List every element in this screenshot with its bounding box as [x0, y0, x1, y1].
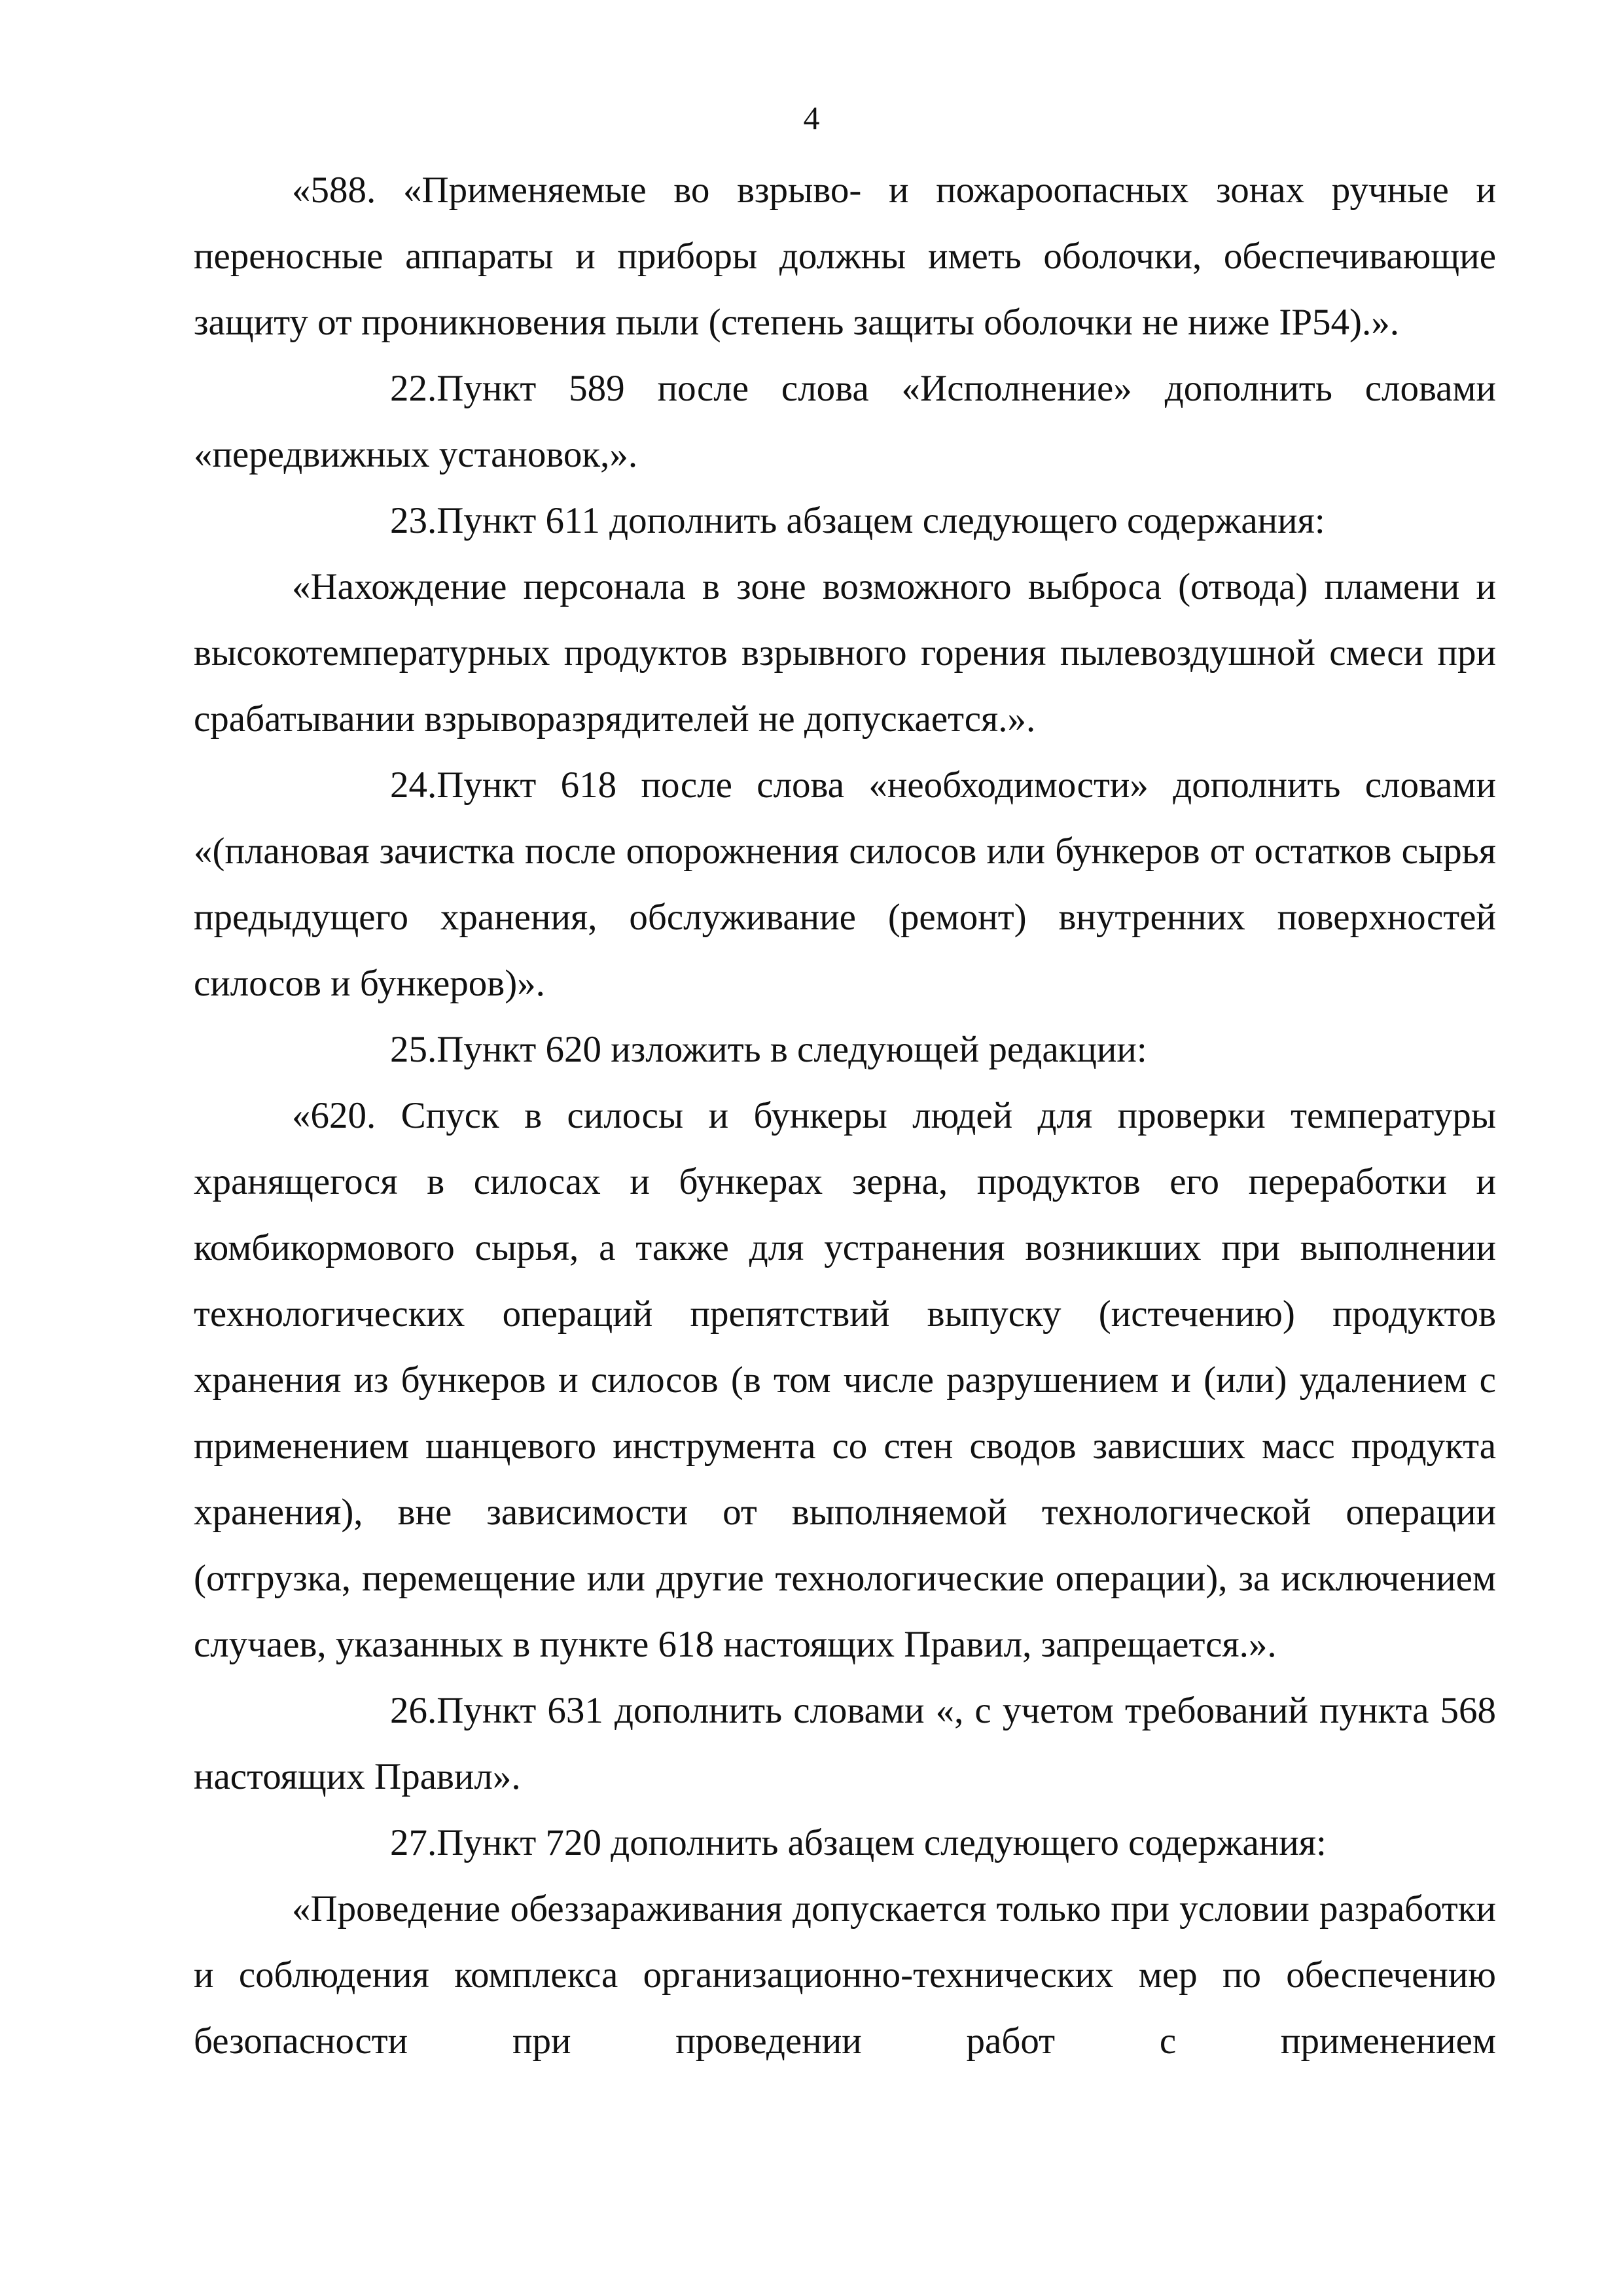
paragraph-text: Пункт 618 после слова «необходимости» дополнить словами «(плановая зачистка после опорожнения силосов или бункеров от остатков сырья предыдущего хранения, обслуживание (ремонт) внутренних поверхностей силосов и бункеров)».: [194, 764, 1496, 1004]
item-23: [194, 488, 1496, 554]
item-number: 27.: [390, 1822, 437, 1863]
item-number: 22.: [390, 368, 437, 409]
paragraph-text: Пункт 611 дополнить абзацем следующего содержания:: [437, 500, 1325, 541]
paragraph-588-quote: [194, 157, 1496, 355]
item-number: 23.: [390, 500, 437, 541]
paragraph-text: «Проведение обеззараживания допускается только при условии разработки и соблюдения комплекса организационно-технических мер по обеспечению безопасности при проведении работ с применением: [194, 1888, 1496, 2062]
paragraph-text: «Нахождение персонала в зоне возможного выброса (отвода) пламени и высокотемпературных продуктов взрывного горения пылевоздушной смеси при срабатывании взрыворазрядителей не допускается.».: [194, 566, 1496, 740]
paragraph-text: Пункт 620 изложить в следующей редакции:: [437, 1029, 1147, 1070]
paragraph-720-quote: [194, 1876, 1496, 2074]
item-number: 26.: [390, 1690, 437, 1731]
paragraph-text: Пункт 631 дополнить словами «, с учетом требований пункта 568 настоящих Правил».: [194, 1690, 1496, 1797]
document-body: [194, 157, 1496, 2074]
item-number: 24.: [390, 764, 437, 806]
item-number: 25.: [390, 1029, 437, 1070]
paragraph-611-quote: [194, 554, 1496, 752]
paragraph-620-quote: [194, 1083, 1496, 1677]
paragraph-text: «620. Спуск в силосы и бункеры людей для проверки температуры хранящегося в силосах и бункерах зерна, продуктов его переработки и комбикормового сырья, а также для устранения возникших при выполнении технологических операций препятствий выпуску (истечению) продуктов хранения из бункеров и силосов (в том числе разрушением и (или) удалением с применением шанцевого инструмента со стен сводов зависших масс продукта хранения), вне зависимости от выполняемой технологической операции (отгрузка, перемещение или другие технологические операции), за исключением случаев, указанных в пункте 618 настоящих Правил, запрещается.».: [194, 1095, 1496, 1665]
item-24: [194, 752, 1496, 1016]
item-25: [194, 1016, 1496, 1083]
page-number: 4: [803, 99, 820, 136]
paragraph-text: Пункт 589 после слова «Исполнение» дополнить словами «передвижных установок,».: [194, 368, 1496, 475]
paragraph-text: «588. «Применяемые во взрыво- и пожароопасных зонах ручные и переносные аппараты и приборы должны иметь оболочки, обеспечивающие защиту от проникновения пыли (степень защиты оболочки не ниже IP54).».: [194, 170, 1496, 343]
paragraph-text: Пункт 720 дополнить абзацем следующего содержания:: [437, 1822, 1327, 1863]
item-26: [194, 1677, 1496, 1810]
item-27: [194, 1810, 1496, 1876]
item-22: [194, 355, 1496, 488]
